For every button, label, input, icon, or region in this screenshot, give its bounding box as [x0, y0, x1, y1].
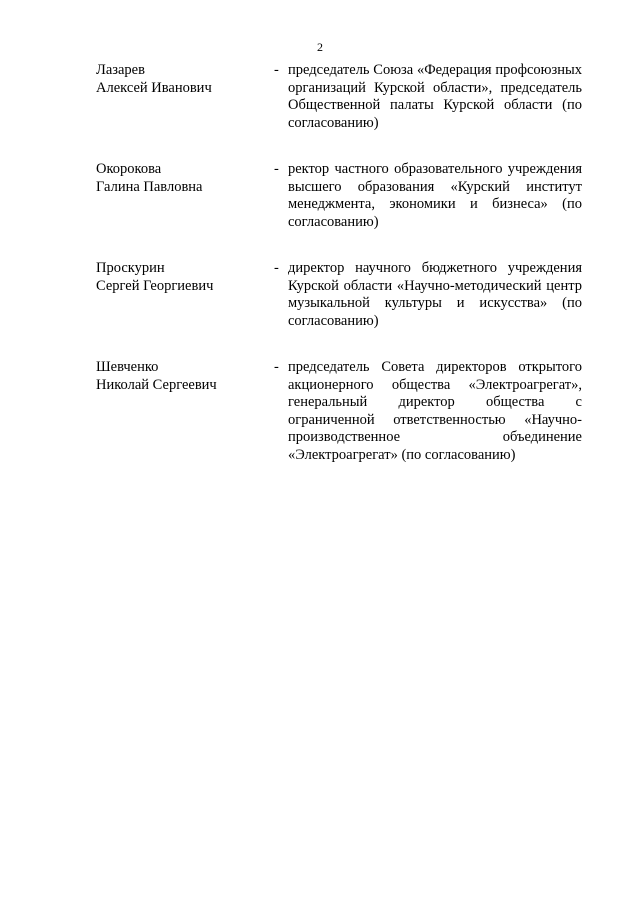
list-item	[96, 359, 586, 464]
member-position: директор научного бюджетного учреждения Курской области «Научно-методический центр музыкальной культуры и искусства» (по согласованию)	[288, 260, 582, 329]
member-list	[96, 62, 586, 493]
page-number: 2	[317, 40, 323, 54]
separator-dash: -	[274, 62, 279, 78]
member-name	[96, 260, 274, 295]
member-surname: Шевченко	[96, 359, 159, 375]
member-position: председатель Союза «Федерация профсоюзных организаций Курской области», председатель Общественной палаты Курской области (по согласованию)	[288, 62, 582, 131]
list-item	[96, 260, 586, 330]
member-surname: Проскурин	[96, 260, 165, 276]
member-position: ректор частного образовательного учреждения высшего образования «Курский институт менеджмента, экономики и бизнеса» (по согласованию)	[288, 161, 582, 230]
member-given-names: Алексей Иванович	[96, 79, 212, 96]
separator-dash: -	[274, 161, 279, 177]
member-name	[96, 62, 274, 97]
member-given-names: Галина Павловна	[96, 178, 203, 195]
separator-dash: -	[274, 359, 279, 375]
list-item	[96, 62, 586, 132]
member-given-names: Сергей Георгиевич	[96, 277, 214, 294]
member-name	[96, 161, 274, 196]
list-item	[96, 161, 586, 231]
member-name	[96, 359, 274, 394]
member-position: председатель Совета директоров открытого акционерного общества «Электроагрегат», генеральный директор общества с ограниченной ответственностью «Научно-производственное объединение «Электроагрегат» (по согласованию)	[288, 359, 582, 463]
member-surname: Лазарев	[96, 62, 145, 78]
member-surname: Окорокова	[96, 161, 162, 177]
member-given-names: Николай Сергеевич	[96, 376, 217, 393]
separator-dash: -	[274, 260, 279, 276]
